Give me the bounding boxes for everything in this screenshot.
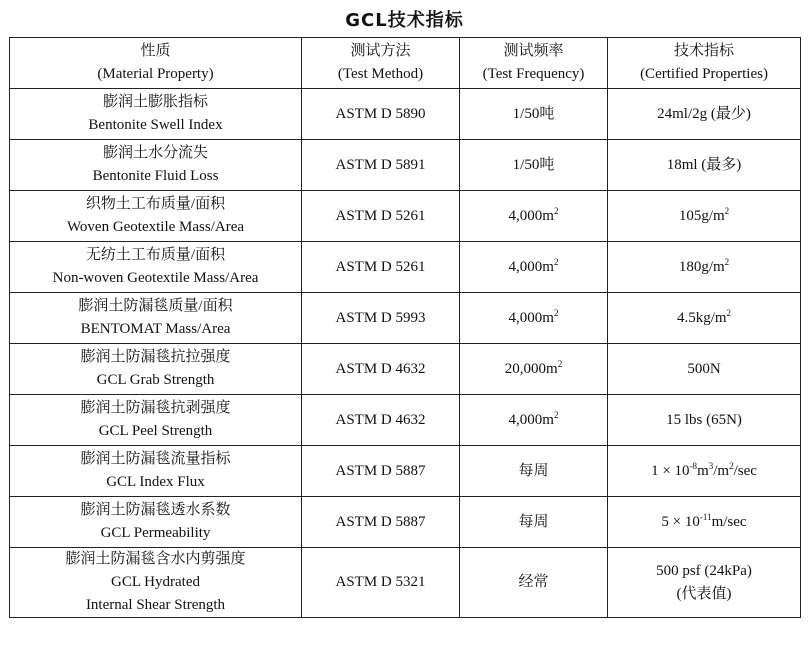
table-row — [10, 395, 801, 446]
property-cell — [10, 242, 302, 293]
spec-exponent: 2 — [724, 256, 730, 267]
spec-cell: 15 lbs (65N) — [608, 395, 801, 446]
spec-exponent: -11 — [699, 511, 712, 522]
property-cn: 膨润土防漏毯含水内剪强度 — [65, 551, 246, 567]
spec-value: 180g/m — [678, 258, 725, 275]
frequency-cell — [460, 395, 608, 446]
property-en-line2: Internal Shear Strength — [85, 597, 226, 613]
spec-part: 1 × 10 — [651, 462, 690, 479]
spec-line2: (代表值) — [676, 585, 732, 602]
property-cn: 膨润土防漏毯抗剥强度 — [80, 400, 231, 416]
property-cell — [10, 497, 302, 548]
property-en: Bentonite Fluid Loss — [92, 168, 219, 184]
table-row — [10, 191, 801, 242]
frequency-cell — [460, 242, 608, 293]
method-cell: ASTM D 5890 — [302, 89, 460, 140]
frequency-value: 4,000m — [508, 207, 554, 224]
frequency-cell — [460, 293, 608, 344]
property-cell — [10, 140, 302, 191]
header-frequency-cn: 测试频率 — [503, 43, 564, 59]
spec-cell — [608, 191, 801, 242]
table-row — [10, 242, 801, 293]
table-row — [10, 140, 801, 191]
property-cell — [10, 293, 302, 344]
method-cell: ASTM D 4632 — [302, 344, 460, 395]
spec-value: 4.5kg/m — [676, 309, 727, 326]
property-cn: 膨润土防漏毯质量/面积 — [78, 298, 233, 314]
spec-part: /m — [713, 462, 730, 479]
frequency-value: 4,000m — [508, 309, 554, 326]
spec-cell: 18ml (最多) — [608, 140, 801, 191]
spec-cell — [608, 242, 801, 293]
method-cell: ASTM D 5887 — [302, 497, 460, 548]
table-row — [10, 293, 801, 344]
frequency-cell — [460, 191, 608, 242]
frequency-value: 4,000m — [508, 258, 554, 275]
header-property — [10, 38, 302, 89]
property-cell — [10, 344, 302, 395]
spec-line1: 500 psf (24kPa) — [656, 562, 752, 579]
method-cell: ASTM D 5321 — [302, 548, 460, 618]
method-cell: ASTM D 4632 — [302, 395, 460, 446]
frequency-value: 20,000m — [504, 360, 558, 377]
header-frequency-en: (Test Frequency) — [482, 66, 585, 82]
property-cell — [10, 446, 302, 497]
spec-exponent: -8 — [689, 460, 698, 471]
frequency-cell — [460, 344, 608, 395]
header-row — [10, 38, 801, 89]
property-cn: 膨润土膨胀指标 — [102, 94, 208, 110]
property-en: GCL Grab Strength — [96, 372, 215, 388]
property-en: GCL Peel Strength — [98, 423, 213, 439]
method-cell: ASTM D 5993 — [302, 293, 460, 344]
table-row — [10, 344, 801, 395]
property-en: BENTOMAT Mass/Area — [80, 321, 231, 337]
property-cn: 膨润土水分流失 — [102, 145, 208, 161]
frequency-cell: 每周 — [460, 446, 608, 497]
property-en: GCL Permeability — [100, 525, 211, 541]
property-en: Non-woven Geotextile Mass/Area — [52, 270, 259, 286]
frequency-cell: 每周 — [460, 497, 608, 548]
method-cell: ASTM D 5891 — [302, 140, 460, 191]
property-cn: 膨润土防漏毯流量指标 — [80, 451, 231, 467]
spec-cell — [608, 497, 801, 548]
table-row — [10, 89, 801, 140]
frequency-exponent: 2 — [557, 358, 563, 369]
frequency-exponent: 2 — [553, 409, 559, 420]
header-property-cn: 性质 — [140, 43, 171, 59]
header-spec — [608, 38, 801, 89]
spec-part: m/sec — [711, 513, 747, 530]
property-en: Bentonite Swell Index — [88, 117, 223, 133]
frequency-exponent: 2 — [553, 307, 559, 318]
spec-cell: 24ml/2g (最少) — [608, 89, 801, 140]
spec-cell — [608, 446, 801, 497]
property-cell — [10, 548, 302, 618]
spec-part: m — [697, 462, 709, 479]
property-en: Woven Geotextile Mass/Area — [66, 219, 245, 235]
frequency-cell: 经常 — [460, 548, 608, 618]
frequency-cell: 1/50吨 — [460, 140, 608, 191]
spec-exponent: 2 — [726, 307, 732, 318]
property-en-line1: GCL Hydrated — [110, 574, 200, 590]
spec-cell — [608, 548, 801, 618]
frequency-exponent: 2 — [553, 205, 559, 216]
property-en: GCL Index Flux — [106, 474, 205, 490]
method-cell: ASTM D 5887 — [302, 446, 460, 497]
method-cell: ASTM D 5261 — [302, 242, 460, 293]
table-row — [10, 548, 801, 618]
spec-exponent: 2 — [729, 460, 734, 471]
property-cn: 膨润土防漏毯透水系数 — [80, 502, 231, 518]
property-cell — [10, 89, 302, 140]
frequency-cell: 1/50吨 — [460, 89, 608, 140]
table-row — [10, 497, 801, 548]
header-frequency — [460, 38, 608, 89]
header-property-en: (Material Property) — [97, 66, 214, 82]
property-cell — [10, 395, 302, 446]
property-cn: 无纺土工布质量/面积 — [85, 247, 226, 263]
spec-part: /sec — [733, 462, 757, 479]
spec-value: 105g/m — [678, 207, 725, 224]
table-row — [10, 446, 801, 497]
property-cn: 膨润土防漏毯抗拉强度 — [80, 349, 231, 365]
spec-exponent: 2 — [724, 205, 730, 216]
table-title: GCL技术指标 — [345, 10, 464, 31]
header-method-en: (Test Method) — [337, 66, 424, 82]
gcl-spec-table — [9, 37, 801, 618]
frequency-exponent: 2 — [553, 256, 559, 267]
spec-cell — [608, 293, 801, 344]
header-spec-en: (Certified Properties) — [640, 66, 768, 82]
spec-exponent: 3 — [708, 460, 714, 471]
spec-part: 5 × 10 — [661, 513, 700, 530]
header-method-cn: 测试方法 — [350, 43, 411, 59]
method-cell: ASTM D 5261 — [302, 191, 460, 242]
header-method — [302, 38, 460, 89]
property-cn: 织物土工布质量/面积 — [85, 196, 226, 212]
property-cell — [10, 191, 302, 242]
header-spec-cn: 技术指标 — [673, 43, 734, 59]
frequency-value: 4,000m — [508, 411, 554, 428]
spec-cell: 500N — [608, 344, 801, 395]
